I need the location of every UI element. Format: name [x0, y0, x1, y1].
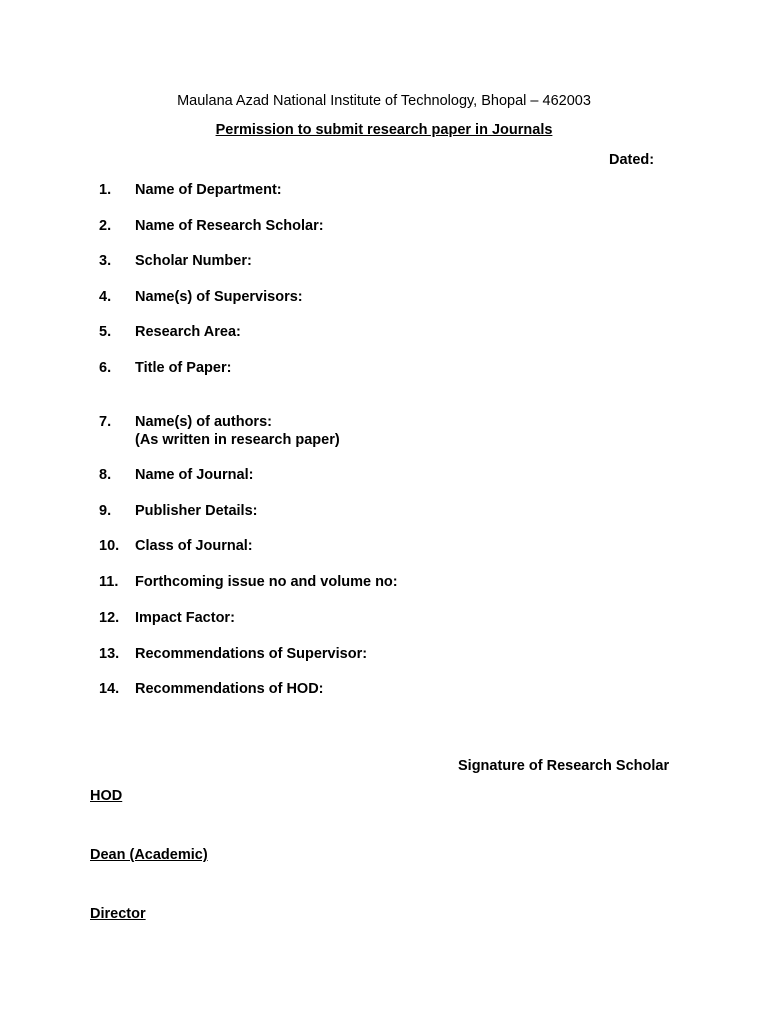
- field-label: Recommendations of HOD:: [135, 681, 324, 697]
- field-label: Recommendations of Supervisor:: [135, 646, 368, 662]
- field-supervisor-recommendation: [99, 645, 367, 663]
- field-label: Publisher Details:: [135, 503, 258, 519]
- field-label: Research Area:: [135, 324, 241, 340]
- field-authors: [99, 413, 340, 449]
- field-hod-recommendation: [99, 680, 324, 698]
- institute-heading: Maulana Azad National Institute of Technology, Bhopal – 462003: [177, 93, 591, 109]
- field-scholar-number: [99, 252, 252, 270]
- field-number: 14.: [99, 681, 120, 697]
- field-department: [99, 181, 282, 199]
- field-label: Name of Journal:: [135, 467, 254, 483]
- field-number: 9.: [99, 503, 112, 519]
- field-label: Class of Journal:: [135, 538, 253, 554]
- field-number: 11.: [99, 574, 119, 590]
- field-number: 1.: [99, 182, 112, 198]
- hod-signature-label: HOD: [90, 788, 123, 804]
- field-research-scholar: [99, 217, 324, 235]
- field-research-area: [99, 323, 241, 341]
- field-label: Name of Research Scholar:: [135, 218, 324, 234]
- field-number: 12.: [99, 610, 120, 626]
- field-label: Name of Department:: [135, 182, 282, 198]
- field-label: Scholar Number:: [135, 253, 252, 269]
- field-label: Name(s) of Supervisors:: [135, 289, 303, 305]
- field-number: 3.: [99, 253, 112, 269]
- dean-signature-label: Dean (Academic): [90, 847, 208, 863]
- field-journal-class: [99, 537, 253, 555]
- field-number: 8.: [99, 467, 112, 483]
- field-number: 2.: [99, 218, 112, 234]
- field-label: Title of Paper:: [135, 360, 232, 376]
- field-number: 10.: [99, 538, 120, 554]
- field-number: 5.: [99, 324, 112, 340]
- field-impact-factor: [99, 609, 235, 627]
- field-label: Forthcoming issue no and volume no:: [135, 574, 398, 590]
- field-issue-volume: [99, 573, 398, 591]
- field-sublabel: (As written in research paper): [135, 432, 340, 448]
- field-paper-title: [99, 359, 231, 377]
- field-supervisors: [99, 288, 303, 306]
- field-number: 13.: [99, 646, 120, 662]
- field-journal-name: [99, 466, 253, 484]
- scholar-signature-label: Signature of Research Scholar: [458, 758, 670, 774]
- field-label: Impact Factor:: [135, 610, 235, 626]
- field-number: 6.: [99, 360, 112, 376]
- field-number: 7.: [99, 414, 112, 430]
- director-signature-label: Director: [90, 906, 146, 922]
- field-number: 4.: [99, 289, 112, 305]
- field-label: Name(s) of authors:: [135, 414, 272, 430]
- form-subject: Permission to submit research paper in Journals: [215, 122, 553, 138]
- field-publisher: [99, 502, 257, 520]
- dated-label: Dated:: [609, 152, 655, 168]
